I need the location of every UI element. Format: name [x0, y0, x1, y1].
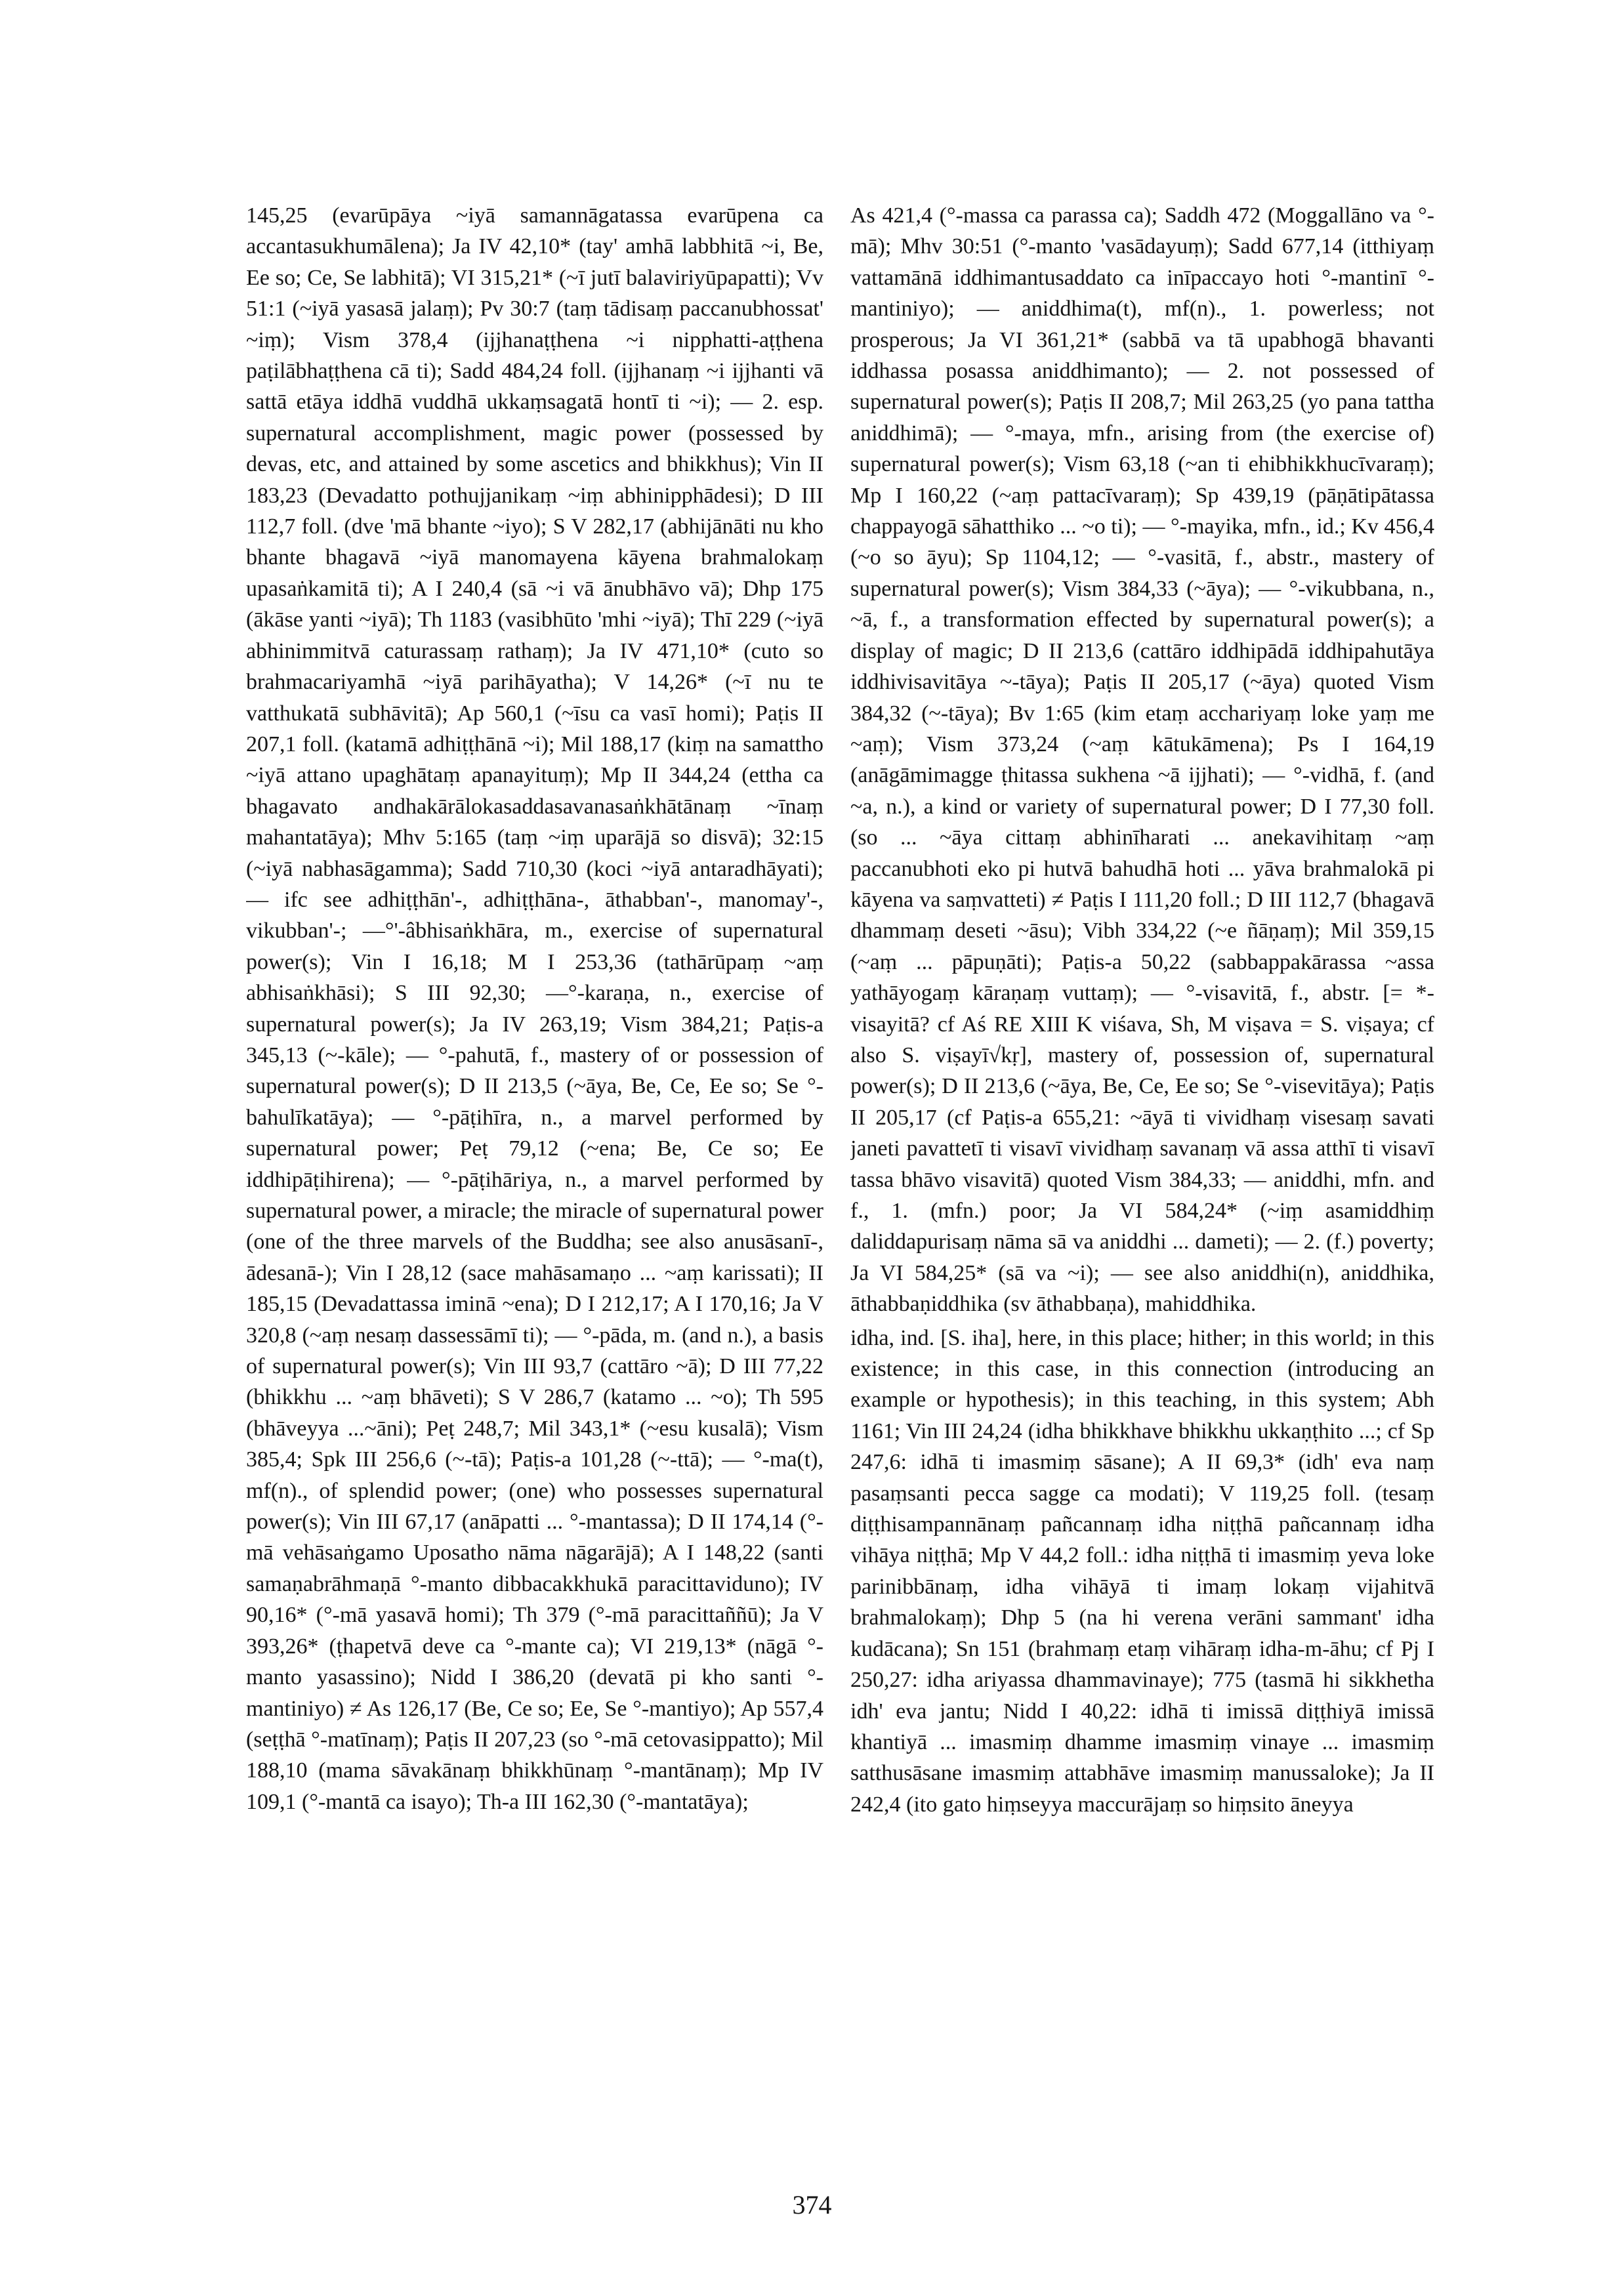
left-column — [246, 200, 823, 2122]
right-column-text-1: As 421,4 (°-massa ca parassa ca); Saddh 472 (Moggallāno va °-mā); Mhv 30:51 (°-manto 'vasādayuṃ); Sadd 677,14 (itthiyaṃ vattamānā iddhimantusaddato ca inīpaccayo hoti °-mantinī °-mantiniyo); — aniddhima(t), mf(n)., 1. powerless; not prosperous; Ja VI 361,21* (sabbā va tā upabhogā bhavanti iddhassa posassa aniddhimanto); — 2. not possessed of supernatural power(s); Paṭis II 208,7; Mil 263,25 (yo pana tattha aniddhimā); — °-maya, mfn., arising from (the exercise of) supernatural power(s); Vism 63,18 (~an ti ehibhikkhucīvaraṃ); Mp I 160,22 (~aṃ pattacīvaraṃ); Sp 439,19 (pāṇātipātassa chappayogā sāhatthiko ... ~o ti); — °-mayika, mfn., id.; Kv 456,4 (~o so āyu); Sp 1104,12; — °-vasitā, f., abstr., mastery of supernatural power(s); Vism 384,33 (~āya); — °-vikubbana, n., ~ā, f., a transformation effected by supernatural power(s); a display of magic; D II 213,6 (cattāro iddhipādā iddhipahutāya iddhivisavitāya ~-tāya); Paṭis II 205,17 (~āya) quoted Vism 384,32 (~-tāya); Bv 1:65 (kim etaṃ acchariyaṃ loke yaṃ me ~aṃ); Vism 373,24 (~aṃ kātukāmena); Ps I 164,19 (anāgāmimagge ṭhitassa sukhena ~ā ijjhati); — °-vidhā, f. (and ~a, n.), a kind or variety of supernatural power; D I 77,30 foll. (so ... ~āya cittaṃ abhinīharati ... anekavihitaṃ ~aṃ paccanubhoti eko pi hutvā bahudhā hoti ... yāva brahmalokā pi kāyena va saṃvatteti) ≠ Paṭis I 111,20 foll.; D III 112,7 (bhagavā dhammaṃ deseti ~āsu); Vibh 334,22 (~e ñāṇaṃ); Mil 359,15 (~aṃ ... pāpuṇāti); Paṭis-a 50,22 (sabbappakārassa ~assa yathāyogaṃ kāraṇaṃ vuttaṃ); — °-visavitā, f., abstr. [= *-visayitā? cf Aś RE XIII K viśava, Sh, M viṣava = S. viṣaya; cf also S. viṣayī√kṛ], mastery of, possession of, supernatural power(s); D II 213,6 (~āya, Be, Ce, Ee so; Se °-visevitāya); Paṭis II 205,17 (cf Paṭis-a 655,21: ~āyā ti vividhaṃ visesaṃ savati janeti pavattetī ti visavī vividhaṃ savanaṃ vā assa atthī ti visavī tassa bhāvo visavitā) quoted Vism 384,33; — aniddhi, mfn. and f., 1. (mfn.) poor; Ja VI 584,24* (~iṃ asamiddhiṃ daliddapurisaṃ nāma sā va aniddhi ... dameti); — 2. (f.) poverty; Ja VI 584,25* (sā va ~i); — see also aniddhi(n), aniddhika, āthabbaṇiddhika (sv āthabbaṇa), mahiddhika. — [850, 203, 1434, 1317]
right-column — [850, 200, 1434, 2122]
page-number: 374 — [792, 2190, 832, 2220]
right-column-text-2: idha, ind. [S. iha], here, in this place; hither; in this world; in this existence; in this case, in this connection (introducing an example or hypothesis); in this teaching, in this system; Abh 1161; Vin III 24,24 (idha bhikkhave bhikkhu ukkaṇṭhito ...; cf Sp 247,6: idhā ti imasmiṃ sāsane); A II 69,3* (idh' eva naṃ pasaṃsanti pecca sagge ca modati); V 119,25 foll. (tesaṃ diṭṭhisampannānaṃ pañcannaṃ idha niṭṭhā pañcannaṃ idha vihāya niṭṭhā; Mp V 44,2 foll.: idha niṭṭhā ti imasmiṃ yeva loke parinibbānaṃ, idha vihāyā ti imaṃ lokaṃ vijahitvā brahmalokaṃ); Dhp 5 (na hi verena verāni sammant' idha kudācana); Sn 151 (brahmaṃ etaṃ vihāraṃ idha-m-āhu; cf Pj I 250,27: idha ariyassa dhammavinaye); 775 (tasmā hi sikkhetha idh' eva jantu; Nidd I 40,22: idhā ti imissā diṭṭhiyā imissā khantiyā ... imasmiṃ dhamme imasmiṃ vinaye ... imasmiṃ satthusāsane imasmiṃ attabhāve imasmiṃ manussaloke); Ja II 242,4 (ito gato hiṃseyya maccurājaṃ so hiṃsito āneyya — [850, 1325, 1434, 1817]
left-column-text: 145,25 (evarūpāya ~iyā samannāgatassa evarūpena ca accantasukhumālena); Ja IV 42,10* (tay' amhā labbhitā ~i, Be, Ee so; Ce, Se labhitā); VI 315,21* (~ī jutī balaviriyūpapatti); Vv 51:1 (~iyā yasasā jalaṃ); Pv 30:7 (taṃ tādisaṃ paccanubhossat' ~iṃ); Vism 378,4 (ijjhanaṭṭhena ~i nipphatti-aṭṭhena paṭilābhaṭṭhena cā ti); Sadd 484,24 foll. (ijjhanaṃ ~i ijjhanti vā sattā etāya iddhā vuddhā ukkaṃsagatā hontī ti ~i); — 2. esp. supernatural accomplishment, magic power (possessed by devas, etc, and attained by some ascetics and bhikkhus); Vin II 183,23 (Devadatto pothujjanikaṃ ~iṃ abhinipphādesi); D III 112,7 foll. (dve 'mā bhante ~iyo); S V 282,17 (abhijānāti nu kho bhante bhagavā ~iyā manomayena kāyena brahmalokaṃ upasaṅkamitā ti); A I 240,4 (sā ~i vā ānubhāvo vā); Dhp 175 (ākāse yanti ~iyā); Th 1183 (vasibhūto 'mhi ~iyā); Thī 229 (~iyā abhinimmitvā caturassaṃ rathaṃ); Ja IV 471,10* (cuto so brahmacariyamhā ~iyā parihāyatha); V 14,26* (~ī nu te vatthukatā subhāvitā); Ap 560,1 (~īsu ca vasī homi); Paṭis II 207,1 foll. (katamā adhiṭṭhānā ~i); Mil 188,17 (kiṃ na samattho ~iyā attano upaghātaṃ apanayituṃ); Mp II 344,24 (ettha ca bhagavato andhakārālokasaddasavanasaṅkhātānaṃ ~īnaṃ mahantatāya); Mhv 5:165 (taṃ ~iṃ uparājā so disvā); 32:15 (~iyā nabhasāgamma); Sadd 710,30 (koci ~iyā antaradhāyati); — ifc see adhiṭṭhān'-, adhiṭṭhāna-, āthabban'-, manomay'-, vikubban'-; —°'-âbhisaṅkhāra, m., exercise of supernatural power(s); Vin I 16,18; M I 253,36 (tathārūpaṃ ~aṃ abhisaṅkhāsi); S III 92,30; —°-karaṇa, n., exercise of supernatural power(s); Ja IV 263,19; Vism 384,21; Paṭis-a 345,13 (~-kāle); — °-pahutā, f., mastery of or possession of supernatural power(s); D II 213,5 (~āya, Be, Ce, Ee so; Se °-bahulīkatāya); — °-pāṭihīra, n., a marvel performed by supernatural power; Peṭ 79,12 (~ena; Be, Ce so; Ee iddhipāṭihirena); — °-pāṭihāriya, n., a marvel performed by supernatural power, a miracle; the miracle of supernatural power (one of the three marvels of the Buddha; see also anusāsanī-, ādesanā-); Vin I 28,12 (sace mahāsamaṇo ... ~aṃ karissati); II 185,15 (Devadattassa iminā ~ena); D I 212,17; A I 170,16; Ja V 320,8 (~aṃ nesaṃ dassessāmī ti); — °-pāda, m. (and n.), a basis of supernatural power(s); Vin III 93,7 (cattāro ~ā); D III 77,22 (bhikkhu ... ~aṃ bhāveti); S V 286,7 (katamo ... ~o); Th 595 (bhāveyya ...~āni); Peṭ 248,7; Mil 343,1* (~esu kusalā); Vism 385,4; Spk III 256,6 (~-tā); Paṭis-a 101,28 (~-ttā); — °-ma(t), mf(n)., of splendid power; (one) who possesses supernatural power(s); Vin III 67,17 (anāpatti ... °-mantassa); D II 174,14 (°-mā vehāsaṅgamo Uposatho nāma nāgarājā); A I 148,22 (santi samaṇabrāhmaṇā °-manto dibbacakkhukā paracittaviduno); IV 90,16* (°-mā yasavā homi); Th 379 (°-mā paracittaññū); Ja V 393,26* (ṭhapetvā deve ca °-mante ca); VI 219,13* (nāgā °-manto yasassino); Nidd I 386,20 (devatā pi kho santi °-mantiniyo) ≠ As 126,17 (Be, Ce so; Ee, Se °-mantiyo); Ap 557,4 (seṭṭhā °-matīnaṃ); Paṭis II 207,23 (so °-mā cetovasippatto); Mil 188,10 (mama sāvakānaṃ bhikkhūnaṃ °-mantānaṃ); Mp IV 109,1 (°-mantā ca isayo); Th-a III 162,30 (°-mantatāya); — [246, 203, 823, 1814]
